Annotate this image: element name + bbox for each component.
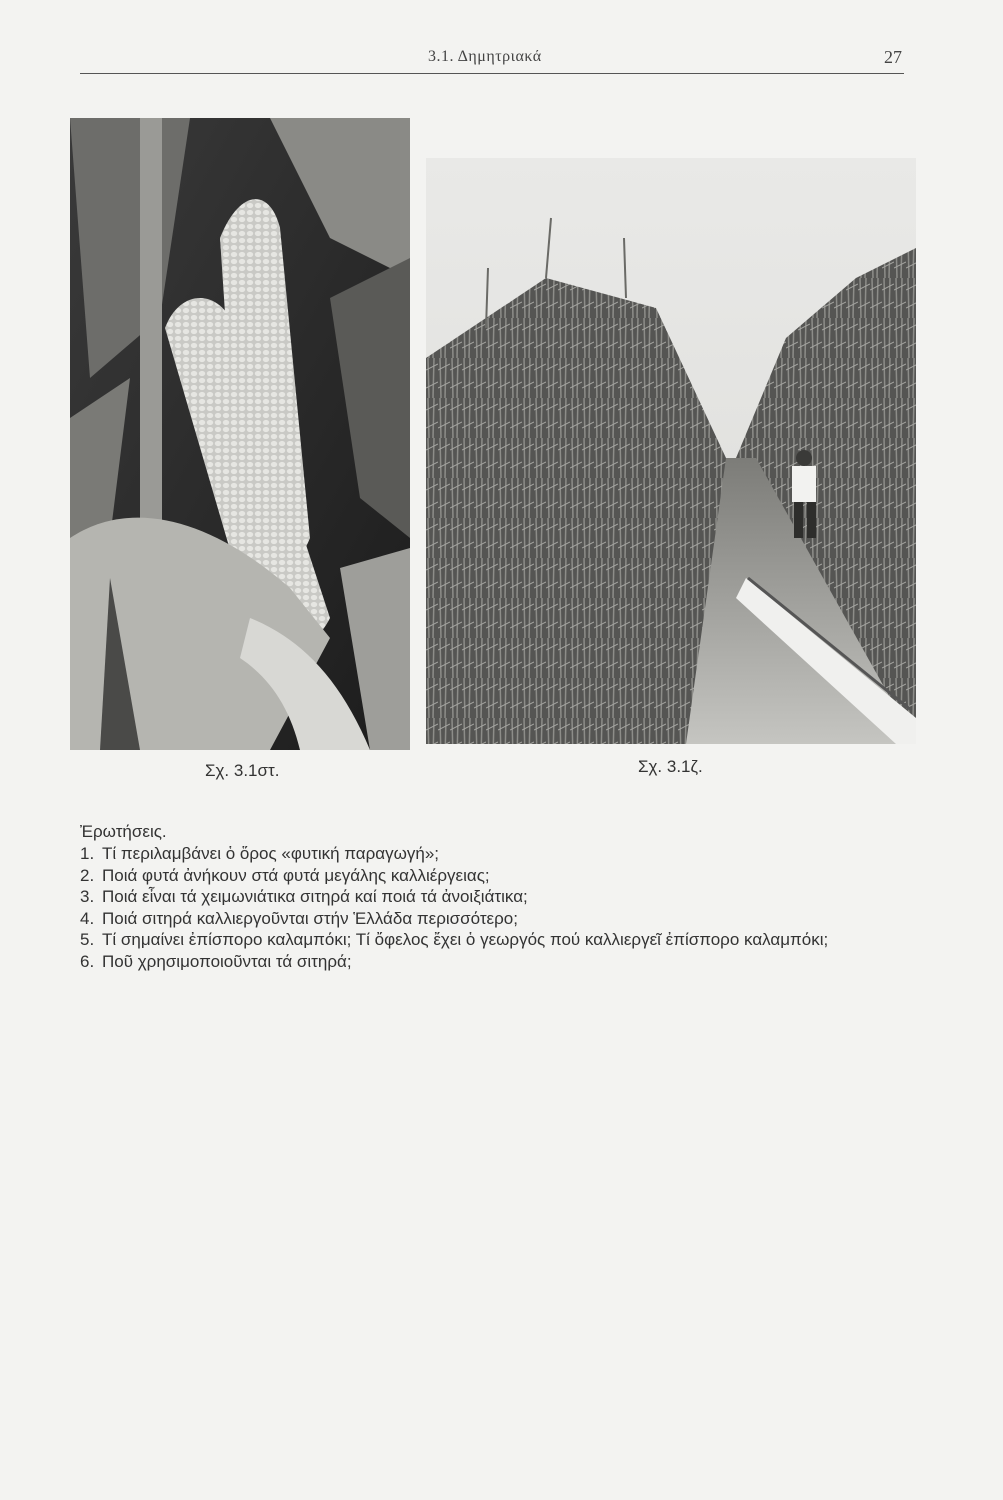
question-item — [80, 843, 940, 865]
question-item — [80, 886, 940, 908]
question-item — [80, 929, 940, 951]
question-item — [80, 951, 940, 973]
question-number: 1. — [80, 844, 95, 863]
question-item — [80, 908, 940, 930]
questions-list — [80, 843, 940, 972]
question-text: Ποιά εἶναι τά χειμωνιάτικα σιτηρά καί ποιά τά ἀνοιξιάτικα; — [102, 887, 528, 906]
question-number: 4. — [80, 908, 95, 928]
question-text: Ποιά σιτηρά καλλιεργοῦνται στήν Ἑλλάδα περισσότερο; — [102, 908, 518, 928]
question-text: Τί σημαίνει ἐπίσπορο καλαμπόκι; Τί ὄφελος ἔχει ὁ γεωργός πού καλλιεργεῖ ἐπίσπορο καλαμπόκι; — [102, 930, 829, 949]
question-number: 5. — [80, 930, 95, 949]
question-text: Τί περιλαμβάνει ὁ ὅρος «φυτική παραγωγή»; — [102, 844, 440, 863]
question-number: 6. — [80, 951, 95, 971]
corn-field-photo — [426, 158, 916, 744]
figure-caption: Σχ. 3.1στ. — [205, 761, 280, 780]
header-rule — [80, 73, 904, 74]
figure-caption: Σχ. 3.1ζ. — [638, 757, 703, 776]
corn-ear-photo — [70, 118, 410, 750]
question-text: Ποιά φυτά ἀνήκουν στά φυτά μεγάλης καλλιέργειας; — [102, 865, 490, 885]
questions-heading: Ἐρωτήσεις. — [80, 822, 167, 841]
question-number: 3. — [80, 887, 95, 906]
page-number: 27 — [884, 47, 902, 67]
question-number: 2. — [80, 865, 95, 885]
running-header: 3.1. Δημητριακά — [428, 48, 542, 65]
question-item — [80, 865, 940, 887]
question-text: Ποῦ χρησιμοποιοῦνται τά σιτηρά; — [102, 951, 352, 971]
